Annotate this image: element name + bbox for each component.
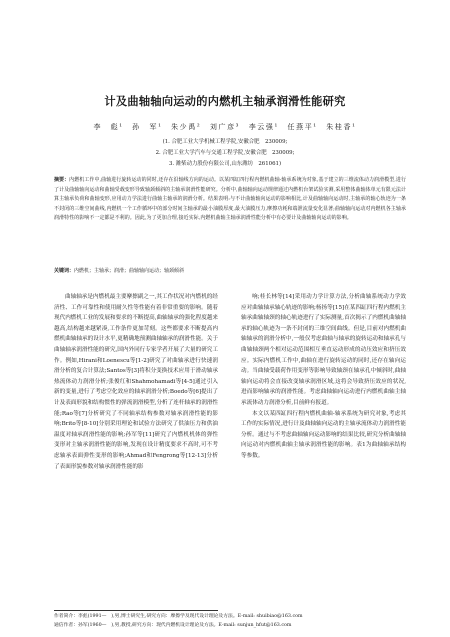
body-paragraph: 响;桂长林等[14]采用动力学计算方法,分析曲轴系统动力学效应对曲轴轴承轴心轨迹的影响;杨扬等[15]在某四缸四行程内燃机主轴承曲轴轴颈的轴心轨迹进行了实际测量,首次揭示了内燃机曲轴轴承的轴心轨迹为一条不封闭的三维空间曲线。但是,目前对内燃机曲轴轴承的润滑分析中,一般仅考虑曲轴与轴承的旋转运动和轴承孔与曲轴轴颈两个相对运动范围相互垂直运动形成的动压效应和挤压效应。实际内燃机工作中,曲轴在进行旋转运动的同时,还存在轴向运动。当曲轴受载荷作用变形等影响导致轴颈在轴承孔中倾斜时,曲轴轴向运动将会直接改变轴承润滑区域,这将会导致挤压效应的状况,进而影响轴承的润滑性能。考虑曲轴轴向运动进行内燃机曲轴主轴承流体动力润滑分析,目前鲜有报道。: [241, 294, 406, 406]
author-list: 李 彪¹ 孙 军¹ 朱少禹² 刘广彦³ 李云强¹ 任燕平¹ 朱桂香¹: [93, 123, 357, 131]
footnote-corresponding-author: 通信作者：孙军(1960— ),男,教授,研究方向：现代内燃机设计理论及方法。E-mail: sunjun_hfut@163.com: [54, 622, 292, 628]
abstract: [54, 176, 406, 224]
keywords-label: 关键词：: [54, 268, 75, 274]
keywords: [54, 267, 406, 276]
affiliation-line: 3. 潍柴动力股份有限公司,山东潍坊 261061): [168, 161, 282, 167]
paper-title: 计及曲轴轴向运动的内燃机主轴承润滑性能研究: [104, 95, 346, 108]
affiliation-line: 2. 合肥工业大学汽车与交通工程学院,安徽合肥 230009;: [155, 150, 295, 156]
body-column-right: [241, 292, 406, 462]
footnote-divider: [54, 610, 218, 611]
footnotes: [54, 613, 414, 630]
abstract-text: 内燃机工作中,曲轴进行旋转运动的同时,还存在沿轴线方向的运动。以某四缸四行程内燃机曲轴-轴承系统为对象,基于建立的三维流体动力润滑模型,进行了计及曲轴轴向运动和曲轴受载变形导致轴颈倾斜的主轴承润滑性能研究。分析中,曲轴轴向运动规律通过内燃机台架试验实测,采用整体曲轴体单元有限元法计算主轴承负荷和曲轴变形,应用动力学法进行曲轴主轴承的润滑分析。结果表明:与不计曲轴轴向运动的影响相比,计及曲轴轴向运动时,主轴承的轴心轨迹为一条不封闭的三维空间曲线,内燃机一个工作循环中的部分时间主轴承的最小油膜厚度,最大油膜压力,摩擦功耗和端泄流量变化显著;曲轴轴向运动对内燃机各主轴承润滑特性的影响不一定都是不利的。因此,为了更加合理,接近实际,内燃机曲轴主轴承润滑性能分析中有必要计及曲轴轴向运动的影响。: [54, 177, 406, 222]
body-column-left: [54, 292, 218, 472]
keywords-text: 内燃机；主轴承；润滑；曲轴轴向运动；轴颈倾斜: [74, 268, 185, 274]
body-paragraph: 本文以某四缸四行程内燃机曲轴-轴承系统为研究对象,考虑其工作的实际情况,进行计及曲轴轴向运动的主轴承流体动力润滑性能分析。通过与不考虑曲轴轴向运动影响的结果比较,研究分析曲轴轴向运动对内燃机曲轴主轴承润滑性能的影响。表1为曲轴轴承结构等参数。: [241, 410, 406, 459]
body-paragraph: 曲轴轴承是内燃机最主要摩擦副之一,其工作状况对内燃机的经济性、工作可靠性和使用耐久性等性能有着非常重要的影响。随着现代内燃机工业的发展和要求的不断提高,曲轴轴承的强化程度越来越高,结构越来越紧凑,工作条件更加苛刻。这些都要求不断提高内燃机曲轴轴承的设计水平,更精确地预测曲轴轴承的润滑性能。关于曲轴轴承润滑性能的研究,国内外同行专家学者开展了大量的研究工作。例如,Hirani和Loenescu等[1-2]研究了对曲轴承进行快速润滑分析的复合计算法;Santos等[3]将积分变换技术应用于滑动轴承热流体动力润滑分析;张俊红和Shahmohamadi等[4-5]通过引入新的变量,进行了考虑空化效应的轴承润滑分析;Boedo等[6]提出了计及表面形貌和结构惯性的弹流润滑模型,分析了连杆轴承的润滑性能;Rao等[7]分析研究了不同轴承结构参数对轴承润滑性能的影响;Brito等[8-10]分别采用理论和试验方法研究了供油压力和供油温度对轴承润滑性能的影响;孙军等[11]研究了内燃机机体的弹性变形对主轴承润滑性能的影响,发现在设计精度要求不高时,可不考虑轴承表面弹性变形的影响;Ahmad和Fengrong等[12-13]分析了表面形貌参数对轴承润滑性能的影: [54, 294, 218, 470]
affiliation-block: [0, 137, 450, 170]
abstract-label: 摘要：: [54, 177, 70, 183]
footnote-author-bio: 作者简介：李彪(1991— ),男,博士研究生,研究方向：摩擦学及现代设计理论及方法。E-mail: shuibiao@163.com: [54, 614, 303, 619]
affiliation-line: (1. 合肥工业大学机械工程学院,安徽合肥 230009;: [162, 139, 288, 145]
